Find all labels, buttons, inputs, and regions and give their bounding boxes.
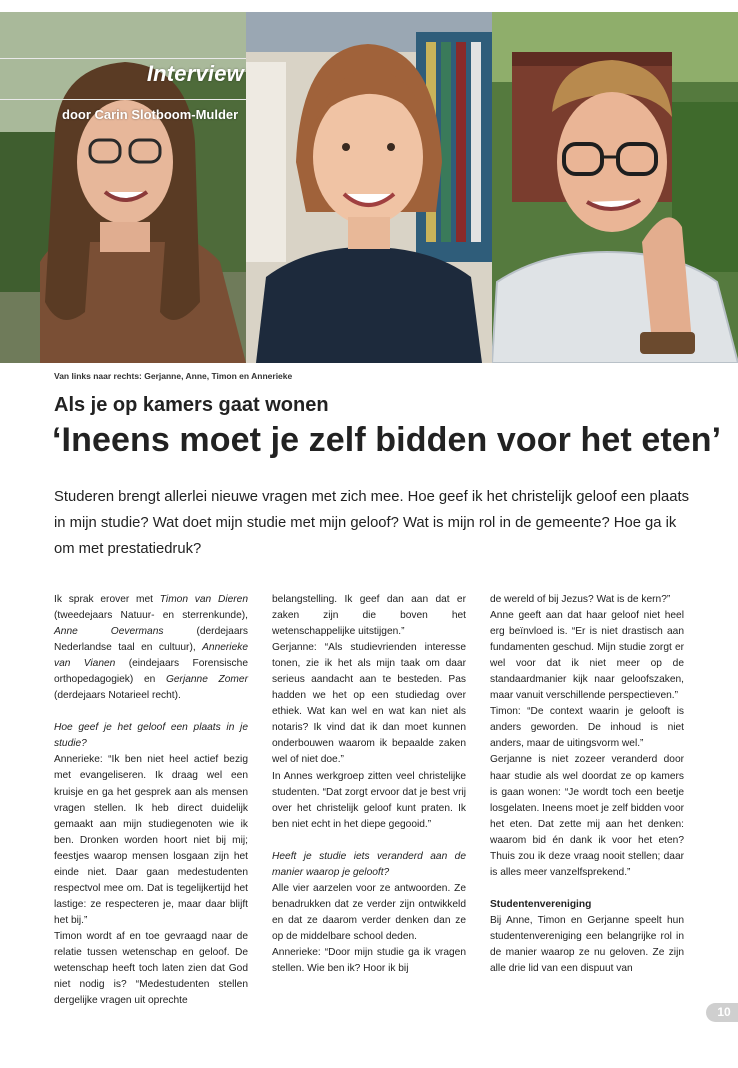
photo-caption: Van links naar rechts: Gerjanne, Anne, Timon en Annerieke — [54, 371, 293, 381]
paragraph: In Annes werkgroep zitten veel christelijke studenten. “Dat zorgt ervoor dat je best vrij over het christelijk geloof kunt praten. Ik ben niet echt in het diepe gegooid.” — [272, 770, 466, 830]
section-label: Interview — [146, 61, 244, 86]
question: Heeft je studie iets veranderd aan de manier waarop je gelooft? — [272, 850, 466, 878]
paragraph: Anne geeft aan dat haar geloof niet heel erg beïnvloed is. “Er is niet drastisch aan fundamenten geschud. Mijn studie zorgt er wel voor dat ik niet meer op de standaardmanier kijk naar geloofszaken, maar vanuit verschillende perspectieven.” — [490, 610, 684, 702]
photo-gerjanne — [0, 12, 246, 363]
intro-participants: Ik sprak erover met Timon van Dieren (tweedejaars Natuur- en sterrenkunde), Anne Oevermans (derdejaars Nederlandse taal en cultuur), Annerieke van Vianen (eindejaars Forensische orthopedagogiek) en Gerjanne Zomer (derdejaars Notarieel recht). — [54, 594, 248, 702]
paragraph: Bij Anne, Timon en Gerjanne speelt hun studentenvereniging een belangrijke rol in de manier waarop ze nu geloven. Ze zijn alle drie lid van een dispuut van — [490, 914, 684, 975]
paragraph: Timon wordt af en toe gevraagd naar de relatie tussen wetenschap en geloof. De wetenschap heeft toch laten zien dat God niet nodig is? “Medestudenten stellen dergelijke vragen uit oprechte — [54, 930, 248, 1007]
paragraph: de wereld of bij Jezus? Wat is de kern?” — [490, 594, 671, 605]
headline: ‘Ineens moet je zelf bidden voor het eten’ — [52, 421, 722, 459]
photo-strip — [0, 12, 738, 363]
intro-paragraph: Studeren brengt allerlei nieuwe vragen met zich mee. Hoe geef ik het christelijk geloof een plaats in mijn studie? Wat doet mijn studie met mijn geloof? Wat is mijn rol in de gemeente? Hoe ga ik om met prestatiedruk? — [54, 489, 689, 557]
participant-name: Gerjanne Zomer — [165, 674, 248, 686]
photo-anne — [246, 12, 492, 363]
body-column-2 — [272, 592, 466, 977]
paragraph: Timon: “De context waarin je gelooft is anders geworden. De inhoud is niet anders, maar de uitingsvorm wel.” — [490, 706, 684, 750]
question: Hoe geef je het geloof een plaats in je studie? — [54, 722, 248, 750]
paragraph: Annerieke: “Door mijn studie ga ik vragen stellen. Wie ben ik? Hoor ik bij — [272, 946, 466, 975]
photo-timon — [492, 12, 738, 363]
kicker: Als je op kamers gaat wonen — [54, 394, 329, 416]
subheading: Studentenvereniging — [490, 898, 592, 910]
body-column-3 — [490, 592, 684, 977]
participant-name: Anne Oevermans — [54, 626, 164, 638]
participant-name: Annerieke van Vianen — [54, 642, 248, 670]
paragraph: belangstelling. Ik geef dan aan dat er zaken zijn die boven het wetenschappelijke uitstijgen.” — [272, 594, 466, 638]
paragraph: Gerjanne: “Als studievrienden interesse tonen, zie ik het als mijn taak om daar serieus aandacht aan te besteden. Pas hadden we het op een studiedag over ethiek. Wat kan wel en wat kan niet als notaris? Ik vind dat ik dan moet kunnen onderbouwen waarom ik bepaalde zaken wel of niet doe.” — [272, 642, 466, 766]
participant-name: Timon van Dieren — [159, 594, 248, 605]
body-column-1 — [54, 592, 248, 1009]
paragraph: Annerieke: “Ik ben niet heel actief bezig met evangeliseren. Ik draag wel een kruisje en ga het gesprek aan als mensen vragen stellen. Ik heb direct duidelijk gemaakt aan mijn studiegenoten wie ik ben. Dronken worden hoort niet bij mij; feestjes waarop mensen losgaan zijn het einde niet. Daar gaan medestudenten respectvol mee om. Dat is tegelijkertijd het lastige: ze respecteren je, maar daar blijft het bij.” — [54, 754, 248, 926]
paragraph: Alle vier aarzelen voor ze antwoorden. Ze benadrukken dat ze verder zijn ontwikkeld en dat ze daarom verder denken dan ze op de middelbare school deden. — [272, 882, 466, 942]
paragraph: Gerjanne is niet zozeer veranderd door haar studie als wel doordat ze op kamers is gaan wonen: “Je wordt toch een beetje losgelaten. Ineens moet je zelf bidden voor het eten. Dat zette mij aan het denken: waarom bid én dank ik voor het eten? Thuis zou ik deze vraag nooit stellen; daar is alles meer vanzelfsprekend.” — [490, 754, 684, 878]
author-line: door Carin Slotboom-Mulder — [62, 107, 239, 122]
page-number: 10 — [706, 1003, 738, 1022]
